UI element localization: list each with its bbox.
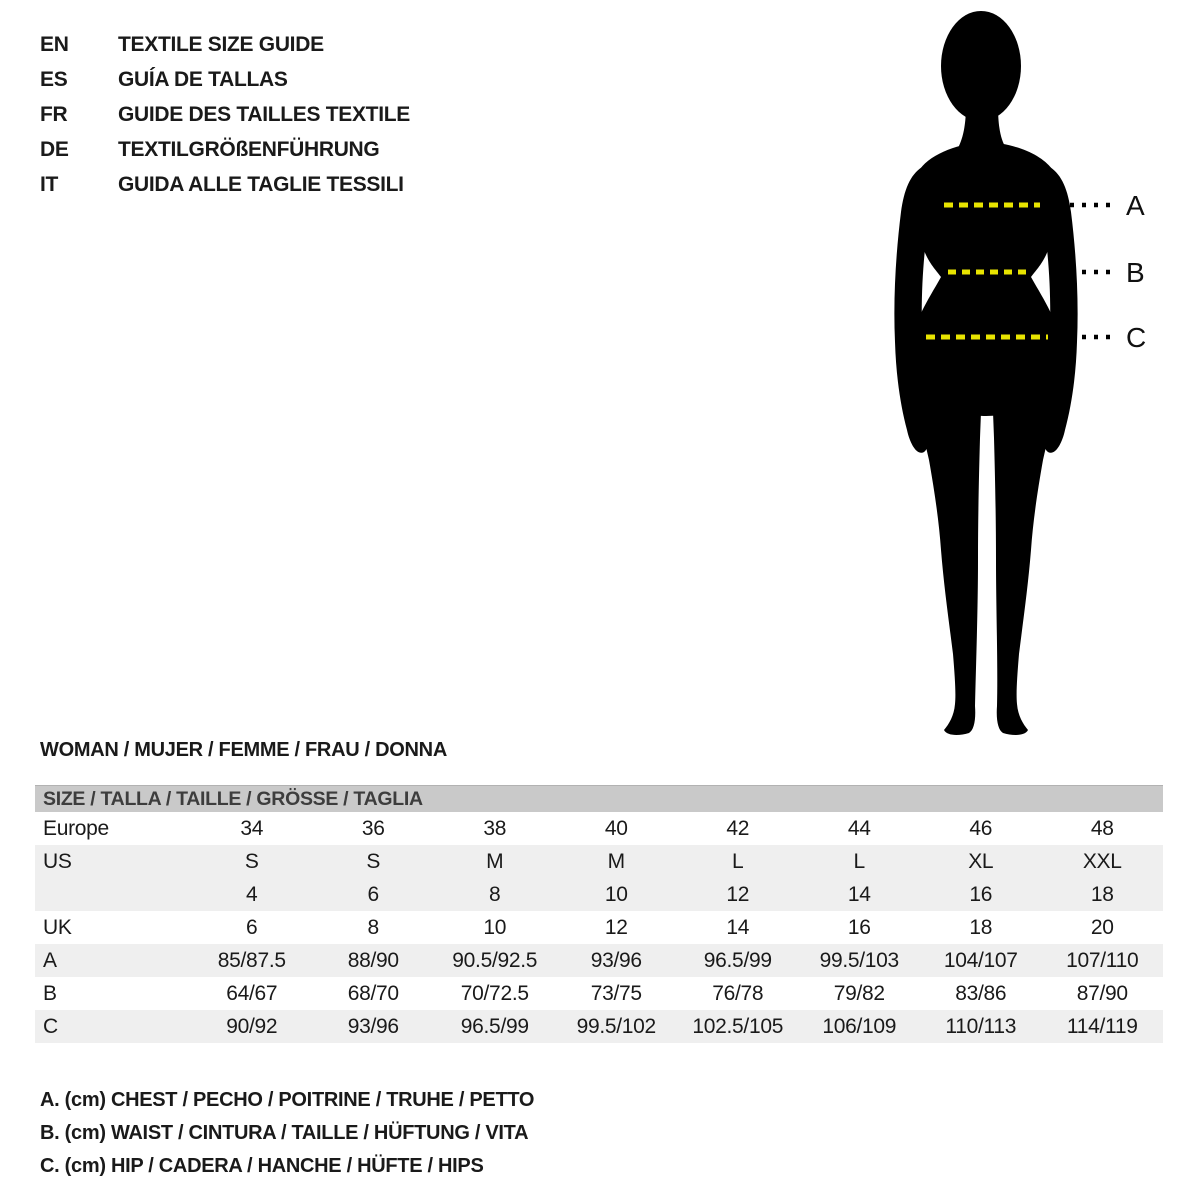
size-value-cell: 96.5/99 — [703, 949, 772, 972]
measurement-legend — [40, 1084, 534, 1183]
language-code: FR — [40, 103, 68, 126]
language-code: DE — [40, 138, 69, 161]
size-value-cell: 16 — [969, 883, 993, 906]
woman-silhouette — [894, 11, 1077, 735]
measure-label-chest: A — [1126, 190, 1145, 221]
language-label: TEXTILGRÖßENFÜHRUNG — [118, 138, 380, 161]
section-title-woman: WOMAN / MUJER / FEMME / FRAU / DONNA — [40, 739, 447, 761]
size-value-cell: 68/70 — [347, 982, 399, 1005]
size-value-cell: S — [366, 850, 381, 873]
language-row — [40, 132, 410, 167]
table-row — [35, 944, 1163, 977]
size-value-cell: M — [607, 850, 625, 873]
size-value-cell: XL — [968, 850, 994, 873]
size-value-cell: 114/119 — [1066, 1015, 1138, 1038]
language-label: GUÍA DE TALLAS — [118, 68, 288, 91]
language-code: EN — [40, 33, 69, 56]
size-value-cell: 36 — [361, 817, 385, 840]
language-row — [40, 97, 410, 132]
size-value-cell: 87/90 — [1076, 982, 1128, 1005]
language-row — [40, 62, 410, 97]
language-row — [40, 167, 410, 202]
size-value-cell: 90/92 — [226, 1015, 278, 1038]
size-value-cell: 10 — [483, 916, 507, 939]
size-guide-figure — [880, 0, 1190, 740]
size-value-cell: 48 — [1090, 817, 1114, 840]
legend-row: A. (cm) CHEST / PECHO / POITRINE / TRUHE / PETTO — [40, 1089, 535, 1111]
size-table-header: SIZE / TALLA / TAILLE / GRÖSSE / TAGLIA — [35, 785, 1163, 812]
size-value-cell: 4 — [246, 883, 258, 906]
size-value-cell: 14 — [847, 883, 871, 906]
size-value-cell: 76/78 — [712, 982, 764, 1005]
size-value-cell: 110/113 — [945, 1015, 1017, 1038]
size-value-cell: 18 — [1090, 883, 1114, 906]
size-value-cell: 6 — [246, 916, 258, 939]
size-value-cell: 70/72.5 — [460, 982, 529, 1005]
table-row — [35, 911, 1163, 944]
size-value-cell: 34 — [240, 817, 264, 840]
size-value-cell: 38 — [483, 817, 507, 840]
size-value-cell: 73/75 — [590, 982, 642, 1005]
row-label: US — [43, 850, 72, 873]
size-value-cell: 14 — [726, 916, 750, 939]
table-row — [35, 878, 1163, 911]
row-label: A — [43, 949, 57, 972]
measure-label-waist: B — [1126, 257, 1145, 288]
measure-label-hip: C — [1126, 322, 1147, 353]
size-value-cell: 8 — [489, 883, 501, 906]
table-row — [35, 812, 1163, 845]
size-value-cell: 85/87.5 — [217, 949, 286, 972]
table-row — [35, 845, 1163, 878]
row-label — [35, 878, 191, 911]
size-value-cell: 40 — [604, 817, 628, 840]
size-value-cell: 99.5/102 — [576, 1015, 656, 1038]
size-value-cell: 12 — [726, 883, 750, 906]
woman-silhouette-svg — [880, 0, 1190, 740]
size-value-cell: S — [244, 850, 259, 873]
size-value-cell: XXL — [1082, 850, 1122, 873]
row-label: UK — [43, 916, 72, 939]
size-table-body — [35, 812, 1163, 1043]
row-label: Europe — [43, 817, 109, 840]
language-label: GUIDE DES TAILLES TEXTILE — [118, 103, 410, 126]
table-row — [35, 1010, 1163, 1043]
size-value-cell: 46 — [969, 817, 993, 840]
size-value-cell: 104/107 — [943, 949, 1018, 972]
size-value-cell: 107/110 — [1066, 949, 1139, 972]
size-value-cell: L — [732, 850, 744, 873]
size-value-cell: 88/90 — [347, 949, 399, 972]
size-value-cell: 93/96 — [590, 949, 642, 972]
size-value-cell: 42 — [726, 817, 750, 840]
row-label: C — [43, 1015, 58, 1038]
size-value-cell: M — [486, 850, 504, 873]
size-value-cell: 18 — [969, 916, 993, 939]
size-value-cell: 90.5/92.5 — [452, 949, 538, 972]
language-row — [40, 27, 410, 62]
size-value-cell: 8 — [367, 916, 379, 939]
row-label: B — [43, 982, 57, 1005]
size-value-cell: 106/109 — [822, 1015, 897, 1038]
table-row — [35, 977, 1163, 1010]
language-label: GUIDA ALLE TAGLIE TESSILI — [118, 173, 404, 196]
size-value-cell: 96.5/99 — [460, 1015, 529, 1038]
language-list — [40, 27, 410, 202]
size-table — [35, 785, 1163, 1043]
size-value-cell: 6 — [367, 883, 379, 906]
size-value-cell: 93/96 — [347, 1015, 399, 1038]
size-value-cell: 99.5/103 — [819, 949, 899, 972]
size-value-cell: 79/82 — [833, 982, 885, 1005]
size-value-cell: 102.5/105 — [692, 1015, 784, 1038]
size-value-cell: 12 — [604, 916, 628, 939]
size-value-cell: 16 — [847, 916, 871, 939]
size-value-cell: 44 — [847, 817, 871, 840]
language-code: ES — [40, 68, 68, 91]
size-value-cell: 83/86 — [955, 982, 1007, 1005]
size-value-cell: L — [853, 850, 865, 873]
legend-row: C. (cm) HIP / CADERA / HANCHE / HÜFTE / HIPS — [40, 1155, 484, 1177]
size-value-cell: 64/67 — [226, 982, 278, 1005]
legend-row: B. (cm) WAIST / CINTURA / TAILLE / HÜFTUNG / VITA — [40, 1122, 529, 1144]
size-value-cell: 20 — [1090, 916, 1114, 939]
language-label: TEXTILE SIZE GUIDE — [118, 33, 324, 56]
size-value-cell: 10 — [604, 883, 628, 906]
language-code: IT — [40, 173, 59, 196]
